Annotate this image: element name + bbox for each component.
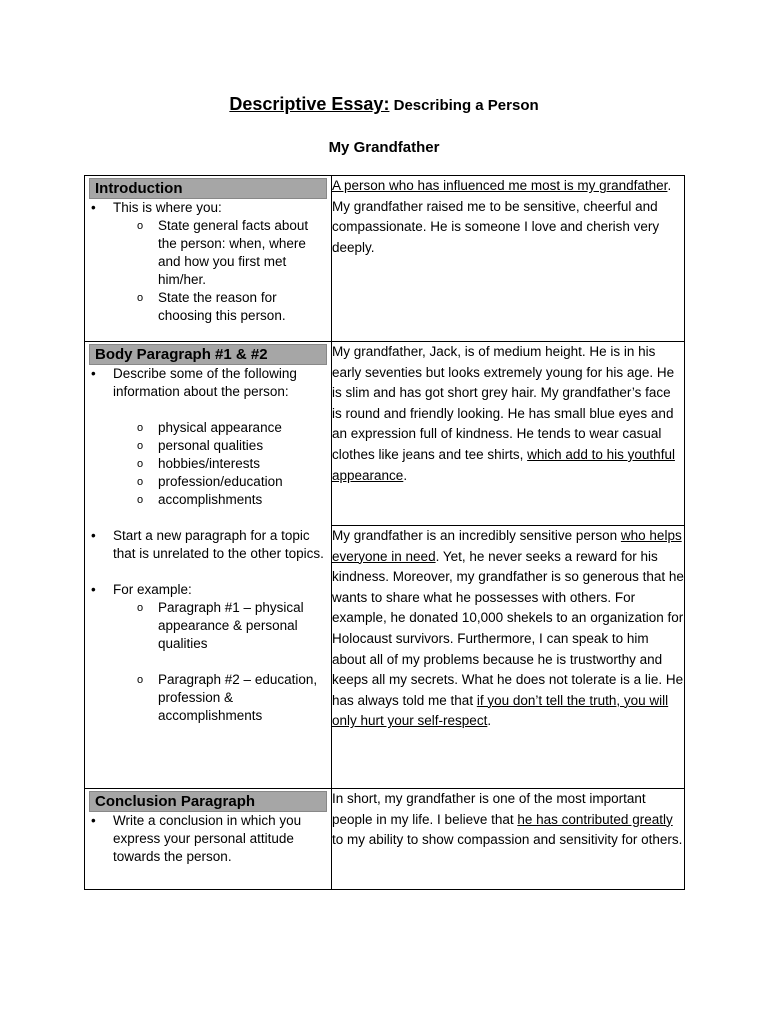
- body-item: o personal qualities: [158, 437, 325, 455]
- title-sub: Describing a Person: [389, 97, 539, 114]
- conclusion-text: In short, my grandfather is one of the most important people in my life. I believe that he has contributed greatly to my ability to show compassion and sensitivity for others.: [332, 789, 685, 890]
- introduction-guide: [85, 176, 332, 342]
- conclusion-row: [85, 789, 685, 890]
- body-item: o accomplishments: [158, 491, 325, 509]
- body-item: o hobbies/interests: [158, 455, 325, 473]
- essay-subtitle: My Grandfather: [328, 139, 440, 156]
- introduction-item: o State the reason for choosing this person.: [158, 289, 325, 325]
- conclusion-heading: Conclusion Paragraph: [89, 791, 327, 812]
- document-title: [0, 94, 768, 115]
- body-example: o Paragraph #2 – education, profession & accomplishments: [158, 671, 325, 725]
- conclusion-bullet: • Write a conclusion in which you express your personal attitude towards the person.: [113, 812, 325, 866]
- body-paragraph-row-1: [85, 342, 685, 526]
- body-example: o Paragraph #1 – physical appearance & personal qualities: [158, 599, 325, 653]
- body-item: o profession/education: [158, 473, 325, 491]
- body-bullet: • Describe some of the following information about the person: o physical appearance o personal qualities o hobbies/interests o profession/education o accomplishments: [113, 365, 325, 509]
- body-item: o physical appearance: [158, 419, 325, 437]
- conclusion-guide: [85, 789, 332, 890]
- essay-table: [84, 175, 685, 890]
- body-guide: [85, 342, 332, 789]
- introduction-text: A person who has influenced me most is my grandfather. My grandfather raised me to be sensitive, cheerful and compassionate. He is someone I love and cherish very deeply.: [332, 176, 685, 342]
- title-main: Descriptive Essay:: [229, 94, 390, 114]
- body-paragraph-1-text: My grandfather, Jack, is of medium height. He is in his early seventies but looks extremely young for his age. He is slim and has got short grey hair. My grandfather’s face is round and friendly looking. He has small blue eyes and an expression full of kindness. He tends to wear casual clothes like jeans and tee shirts, which add to his youthful appearance.: [332, 342, 685, 526]
- introduction-bullet: • This is where you: o State general facts about the person: when, where and how you first met him/her. o State the reason for choosing this person.: [113, 199, 325, 325]
- body-bullet: • For example: o Paragraph #1 – physical appearance & personal qualities o Paragraph #2 – education, profession & accomplishments: [113, 581, 325, 725]
- body-paragraph-2-text: My grandfather is an incredibly sensitive person who helps everyone in need. Yet, he never seeks a reward for his kindness. Moreover, my grandfather is so generous that he wants to share what he possesses with others. For example, he donated 10,000 shekels to an organization for Holocaust survivors. Furthermore, I can speak to him about all of my problems because he is trustworthy and keeps all my secrets. What he does not tolerate is a lie. He has always told me that if you don’t tell the truth, you will only hurt your self-respect.: [332, 526, 685, 789]
- body-heading: Body Paragraph #1 & #2: [89, 344, 327, 365]
- introduction-heading: Introduction: [89, 178, 327, 199]
- introduction-item: o State general facts about the person: when, where and how you first met him/her.: [158, 217, 325, 289]
- body-bullet: • Start a new paragraph for a topic that is unrelated to the other topics.: [113, 527, 325, 563]
- introduction-row: [85, 176, 685, 342]
